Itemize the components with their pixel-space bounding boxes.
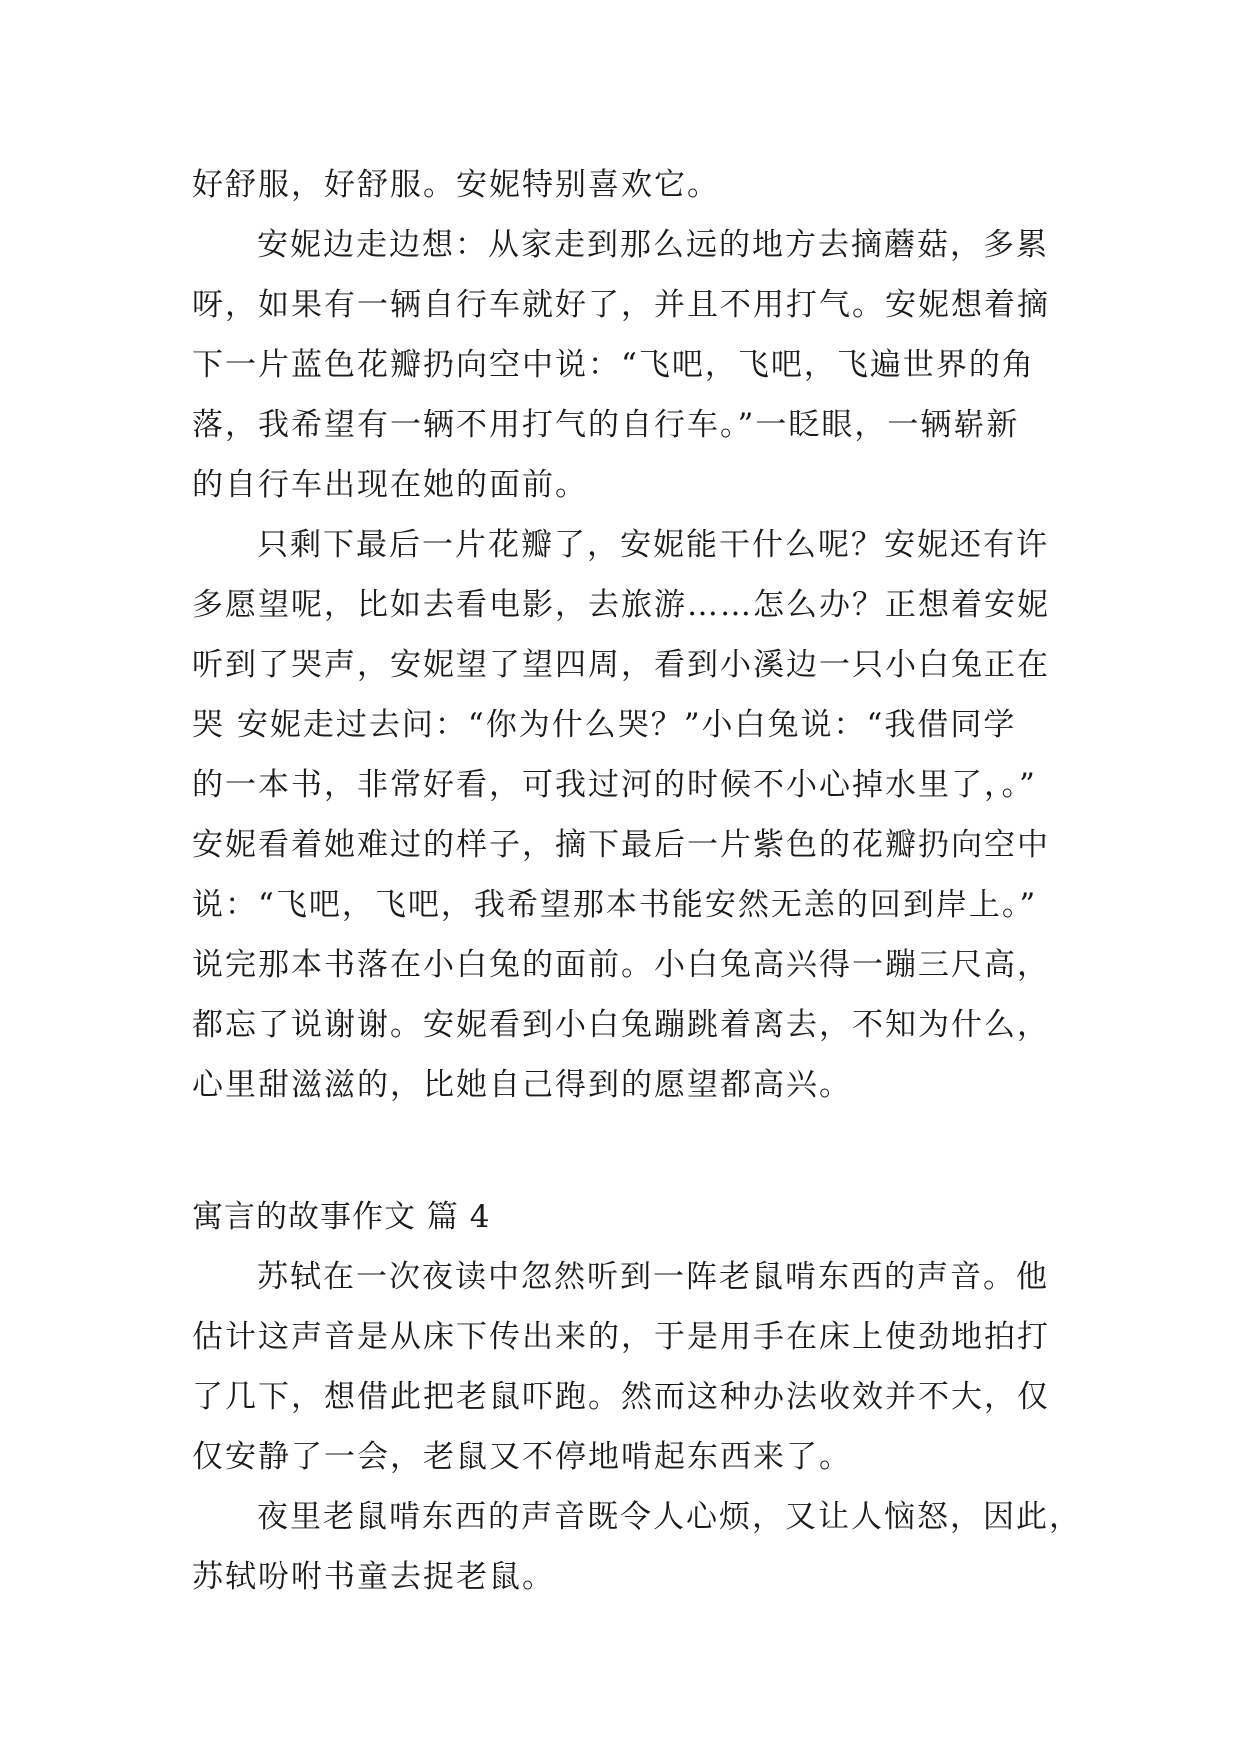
text-line: 心里甜滋滋的，比她自己得到的愿望都高兴。 — [192, 1067, 852, 1103]
paragraph-section4-p1 — [192, 1247, 1072, 1487]
section-heading: 寓言的故事作文 篇 4 — [192, 1199, 491, 1235]
text-line: 哭 安妮走过去问：“你为什么哭？”小白兔说：“我借同学 — [192, 707, 1017, 743]
text-line: 的一本书，非常好看，可我过河的时候不小心掉水里了，。” — [192, 767, 1037, 803]
text-line: 落，我希望有一辆不用打气的自行车。”一眨眼，一辆崭新 — [192, 407, 1020, 443]
text-line: 的自行车出现在她的面前。 — [192, 467, 588, 503]
paragraph-section3-p1 — [192, 155, 1072, 215]
text-line: 安妮看着她难过的样子，摘下最后一片紫色的花瓣扔向空中 — [192, 827, 1050, 863]
paragraph-section4-p2 — [192, 1487, 1082, 1607]
text-line: 了几下，想借此把老鼠吓跑。然而这种办法收效并不大，仅 — [192, 1379, 1050, 1415]
text-line: 仅安静了一会，老鼠又不停地啃起东西来了。 — [192, 1439, 852, 1475]
text-line: 说完那本书落在小白兔的面前。小白兔高兴得一蹦三尺高， — [192, 947, 1050, 983]
text-line: 苏轼在一次夜读中忽然听到一阵老鼠啃东西的声音。他 — [257, 1259, 1049, 1295]
text-line: 呀，如果有一辆自行车就好了，并且不用打气。安妮想着摘 — [192, 287, 1050, 323]
paragraph-section3-p2 — [192, 215, 1072, 515]
text-line: 安妮边走边想：从家走到那么远的地方去摘蘑菇，多累 — [257, 227, 1049, 263]
text-line: 苏轼吩咐书童去捉老鼠。 — [192, 1559, 555, 1595]
text-line: 多愿望呢，比如去看电影，去旅游……怎么办？正想着安妮 — [192, 587, 1050, 623]
text-line: 说：“飞吧，飞吧，我希望那本书能安然无恙的回到岸上。” — [192, 887, 1038, 923]
text-line: 估计这声音是从床下传出来的，于是用手在床上使劲地拍打 — [192, 1319, 1050, 1355]
text-line: 夜里老鼠啃东西的声音既令人心烦，又让人恼怒，因此， — [257, 1499, 1082, 1535]
text-line: 听到了哭声，安妮望了望四周，看到小溪边一只小白兔正在 — [192, 647, 1050, 683]
document-body — [192, 155, 1082, 1607]
text-line: 都忘了说谢谢。安妮看到小白兔蹦跳着离去，不知为什么， — [192, 1007, 1050, 1043]
section-spacer — [192, 1115, 1072, 1187]
text-line: 下一片蓝色花瓣扔向空中说：“飞吧，飞吧，飞遍世界的角 — [192, 347, 1035, 383]
text-line: 好舒服，好舒服。安妮特别喜欢它。 — [192, 167, 720, 203]
text-line: 只剩下最后一片花瓣了，安妮能干什么呢？安妮还有许 — [257, 527, 1049, 563]
paragraph-section3-p3 — [192, 515, 1072, 1115]
